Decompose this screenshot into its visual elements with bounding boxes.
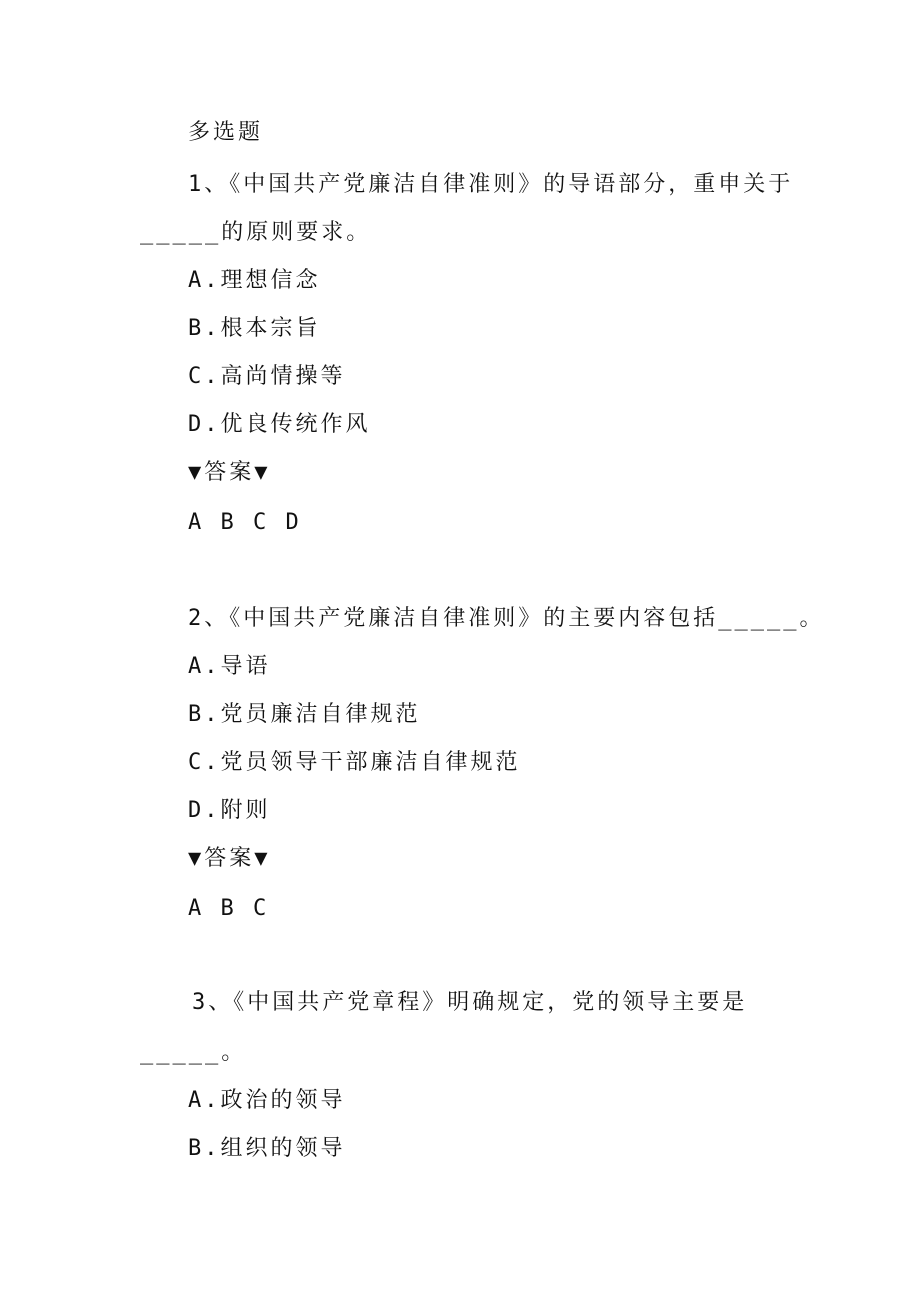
question-2-option-c: C.党员领导干部廉洁自律规范: [188, 750, 521, 775]
question-1-answer: A B C D: [188, 510, 302, 535]
question-1-stem-line1: 1、《中国共产党廉洁自律准则》的导语部分，重申关于: [188, 172, 794, 197]
question-3-option-b: B.组织的领导: [188, 1136, 346, 1161]
question-2-answer: A B C: [188, 896, 270, 921]
question-3-stem-line1: 3、《中国共产党章程》明确规定，党的领导主要是: [192, 990, 748, 1015]
question-1-option-b: B.根本宗旨: [188, 316, 321, 341]
question-1-option-c: C.高尚情操等: [188, 364, 346, 389]
question-2-option-d: D.附则: [188, 798, 271, 823]
question-2-answer-label: ▼答案▼: [188, 846, 271, 871]
question-2-stem-line1: 2、《中国共产党廉洁自律准则》的主要内容包括_____。: [188, 606, 825, 631]
section-title: 多选题: [188, 120, 264, 145]
question-2-option-b: B.党员廉洁自律规范: [188, 702, 421, 727]
question-1-answer-label: ▼答案▼: [188, 460, 271, 485]
question-1-stem-line2: _____的原则要求。: [140, 220, 372, 245]
question-2-option-a: A.导语: [188, 654, 271, 679]
question-1-option-d: D.优良传统作风: [188, 412, 371, 437]
question-3-option-a: A.政治的领导: [188, 1088, 346, 1113]
question-1-option-a: A.理想信念: [188, 268, 321, 293]
question-3-stem-line2: _____。: [140, 1040, 247, 1065]
